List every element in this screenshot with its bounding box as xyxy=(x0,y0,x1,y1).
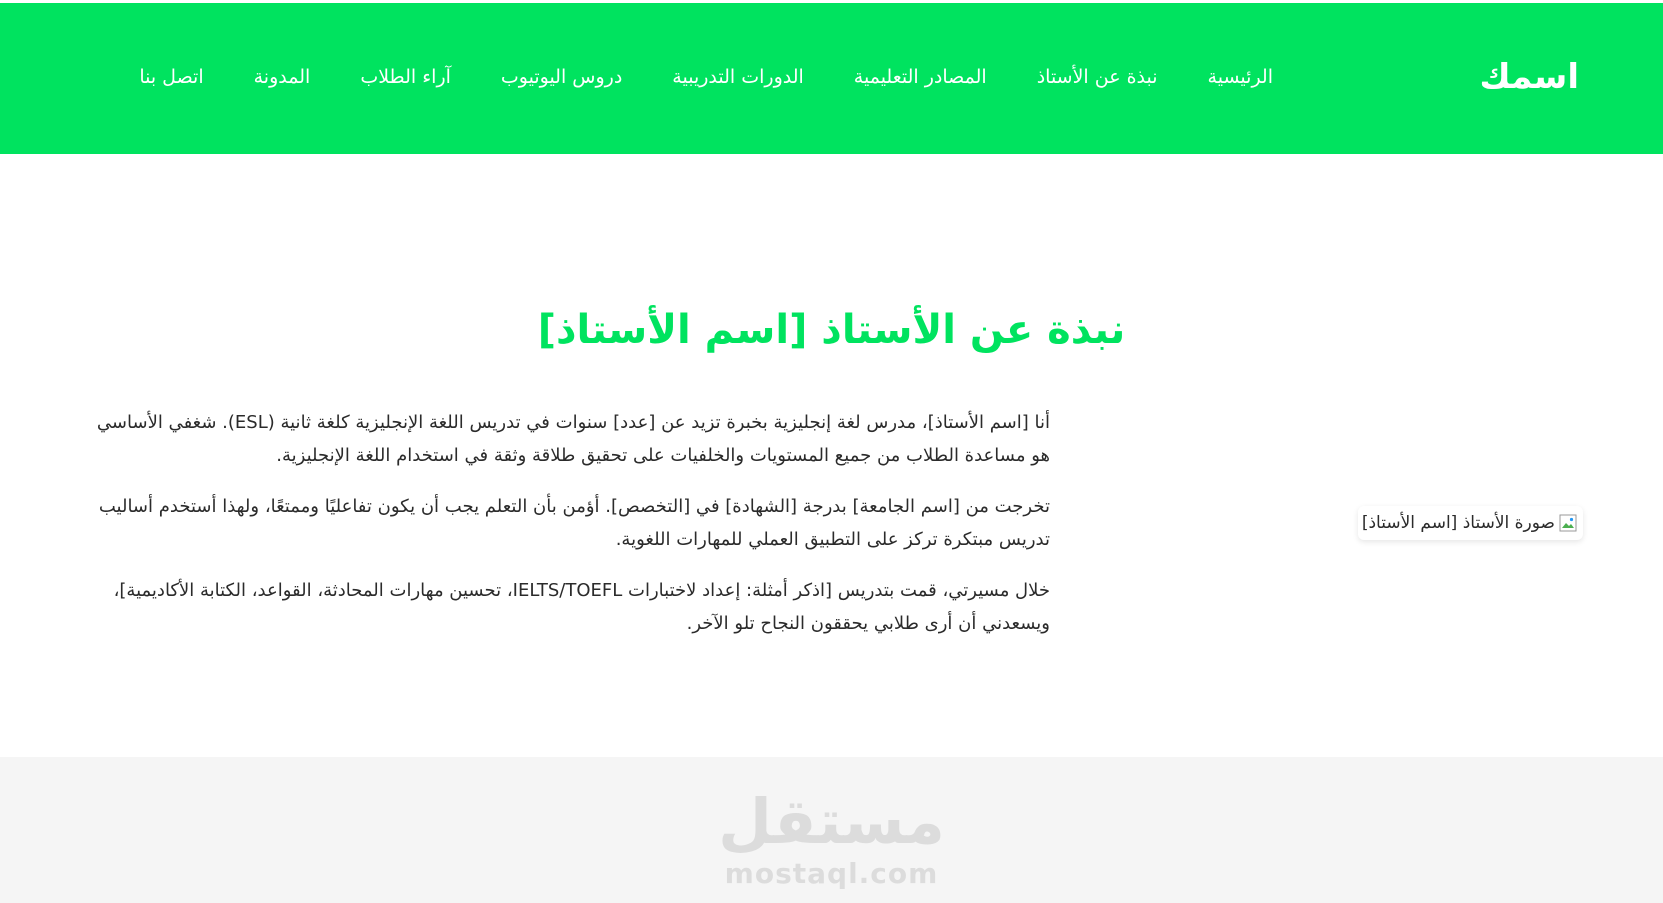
nav-item-youtube-lessons[interactable]: دروس اليوتيوب xyxy=(500,66,623,88)
about-paragraph: خلال مسيرتي، قمت بتدريس [اذكر أمثلة: إعداد لاختبارات IELTS/TOEFL، تحسين مهارات المحادثة، القواعد، الكتابة الأكاديمية]، ويسعدني أن أرى طلابي يحققون النجاح تلو الآخر. xyxy=(113,580,1050,634)
nav-item-contact[interactable]: اتصل بنا xyxy=(139,66,204,88)
nav-item-blog[interactable]: المدونة xyxy=(253,66,311,88)
about-text xyxy=(90,406,1050,658)
broken-image-icon xyxy=(1559,514,1577,532)
watermark-latin: mostaql.com xyxy=(724,857,939,890)
nav-item-home[interactable]: الرئيسية xyxy=(1207,66,1273,88)
nav-item-resources[interactable]: المصادر التعليمية xyxy=(853,66,987,88)
mostaql-watermark xyxy=(0,787,1663,891)
about-paragraph: أنا [اسم الأستاذ]، مدرس لغة إنجليزية بخبرة تزيد عن [عدد] سنوات في تدريس اللغة الإنجليزية كلغة ثانية (ESL). شغفي الأساسي هو مساعدة الطلاب من جميع المستويات والخلفيات على تحقيق طلاقة وثقة في استخدام اللغة الإنجليزية. xyxy=(96,412,1050,466)
teacher-photo xyxy=(1358,506,1583,540)
nav-item-testimonials[interactable]: آراء الطلاب xyxy=(360,66,451,88)
watermark-arabic: مستقل xyxy=(718,785,945,858)
main-nav xyxy=(139,63,1273,91)
site-header xyxy=(0,0,1663,154)
site-logo[interactable]: اسمك xyxy=(1479,57,1579,97)
nav-item-courses[interactable]: الدورات التدريبية xyxy=(672,66,804,88)
nav-item-about[interactable]: نبذة عن الأستاذ xyxy=(1036,66,1158,88)
site-footer xyxy=(0,757,1663,903)
about-paragraph: تخرجت من [اسم الجامعة] بدرجة [الشهادة] في [التخصص]. أؤمن بأن التعلم يجب أن يكون تفاعليًا وممتعًا، ولهذا أستخدم أساليب تدريس مبتكرة تركز على التطبيق العملي للمهارات اللغوية. xyxy=(98,496,1050,550)
about-title: نبذة عن الأستاذ [اسم الأستاذ] xyxy=(537,307,1126,353)
teacher-photo-alt: صورة الأستاذ [اسم الأستاذ] xyxy=(1361,513,1555,533)
